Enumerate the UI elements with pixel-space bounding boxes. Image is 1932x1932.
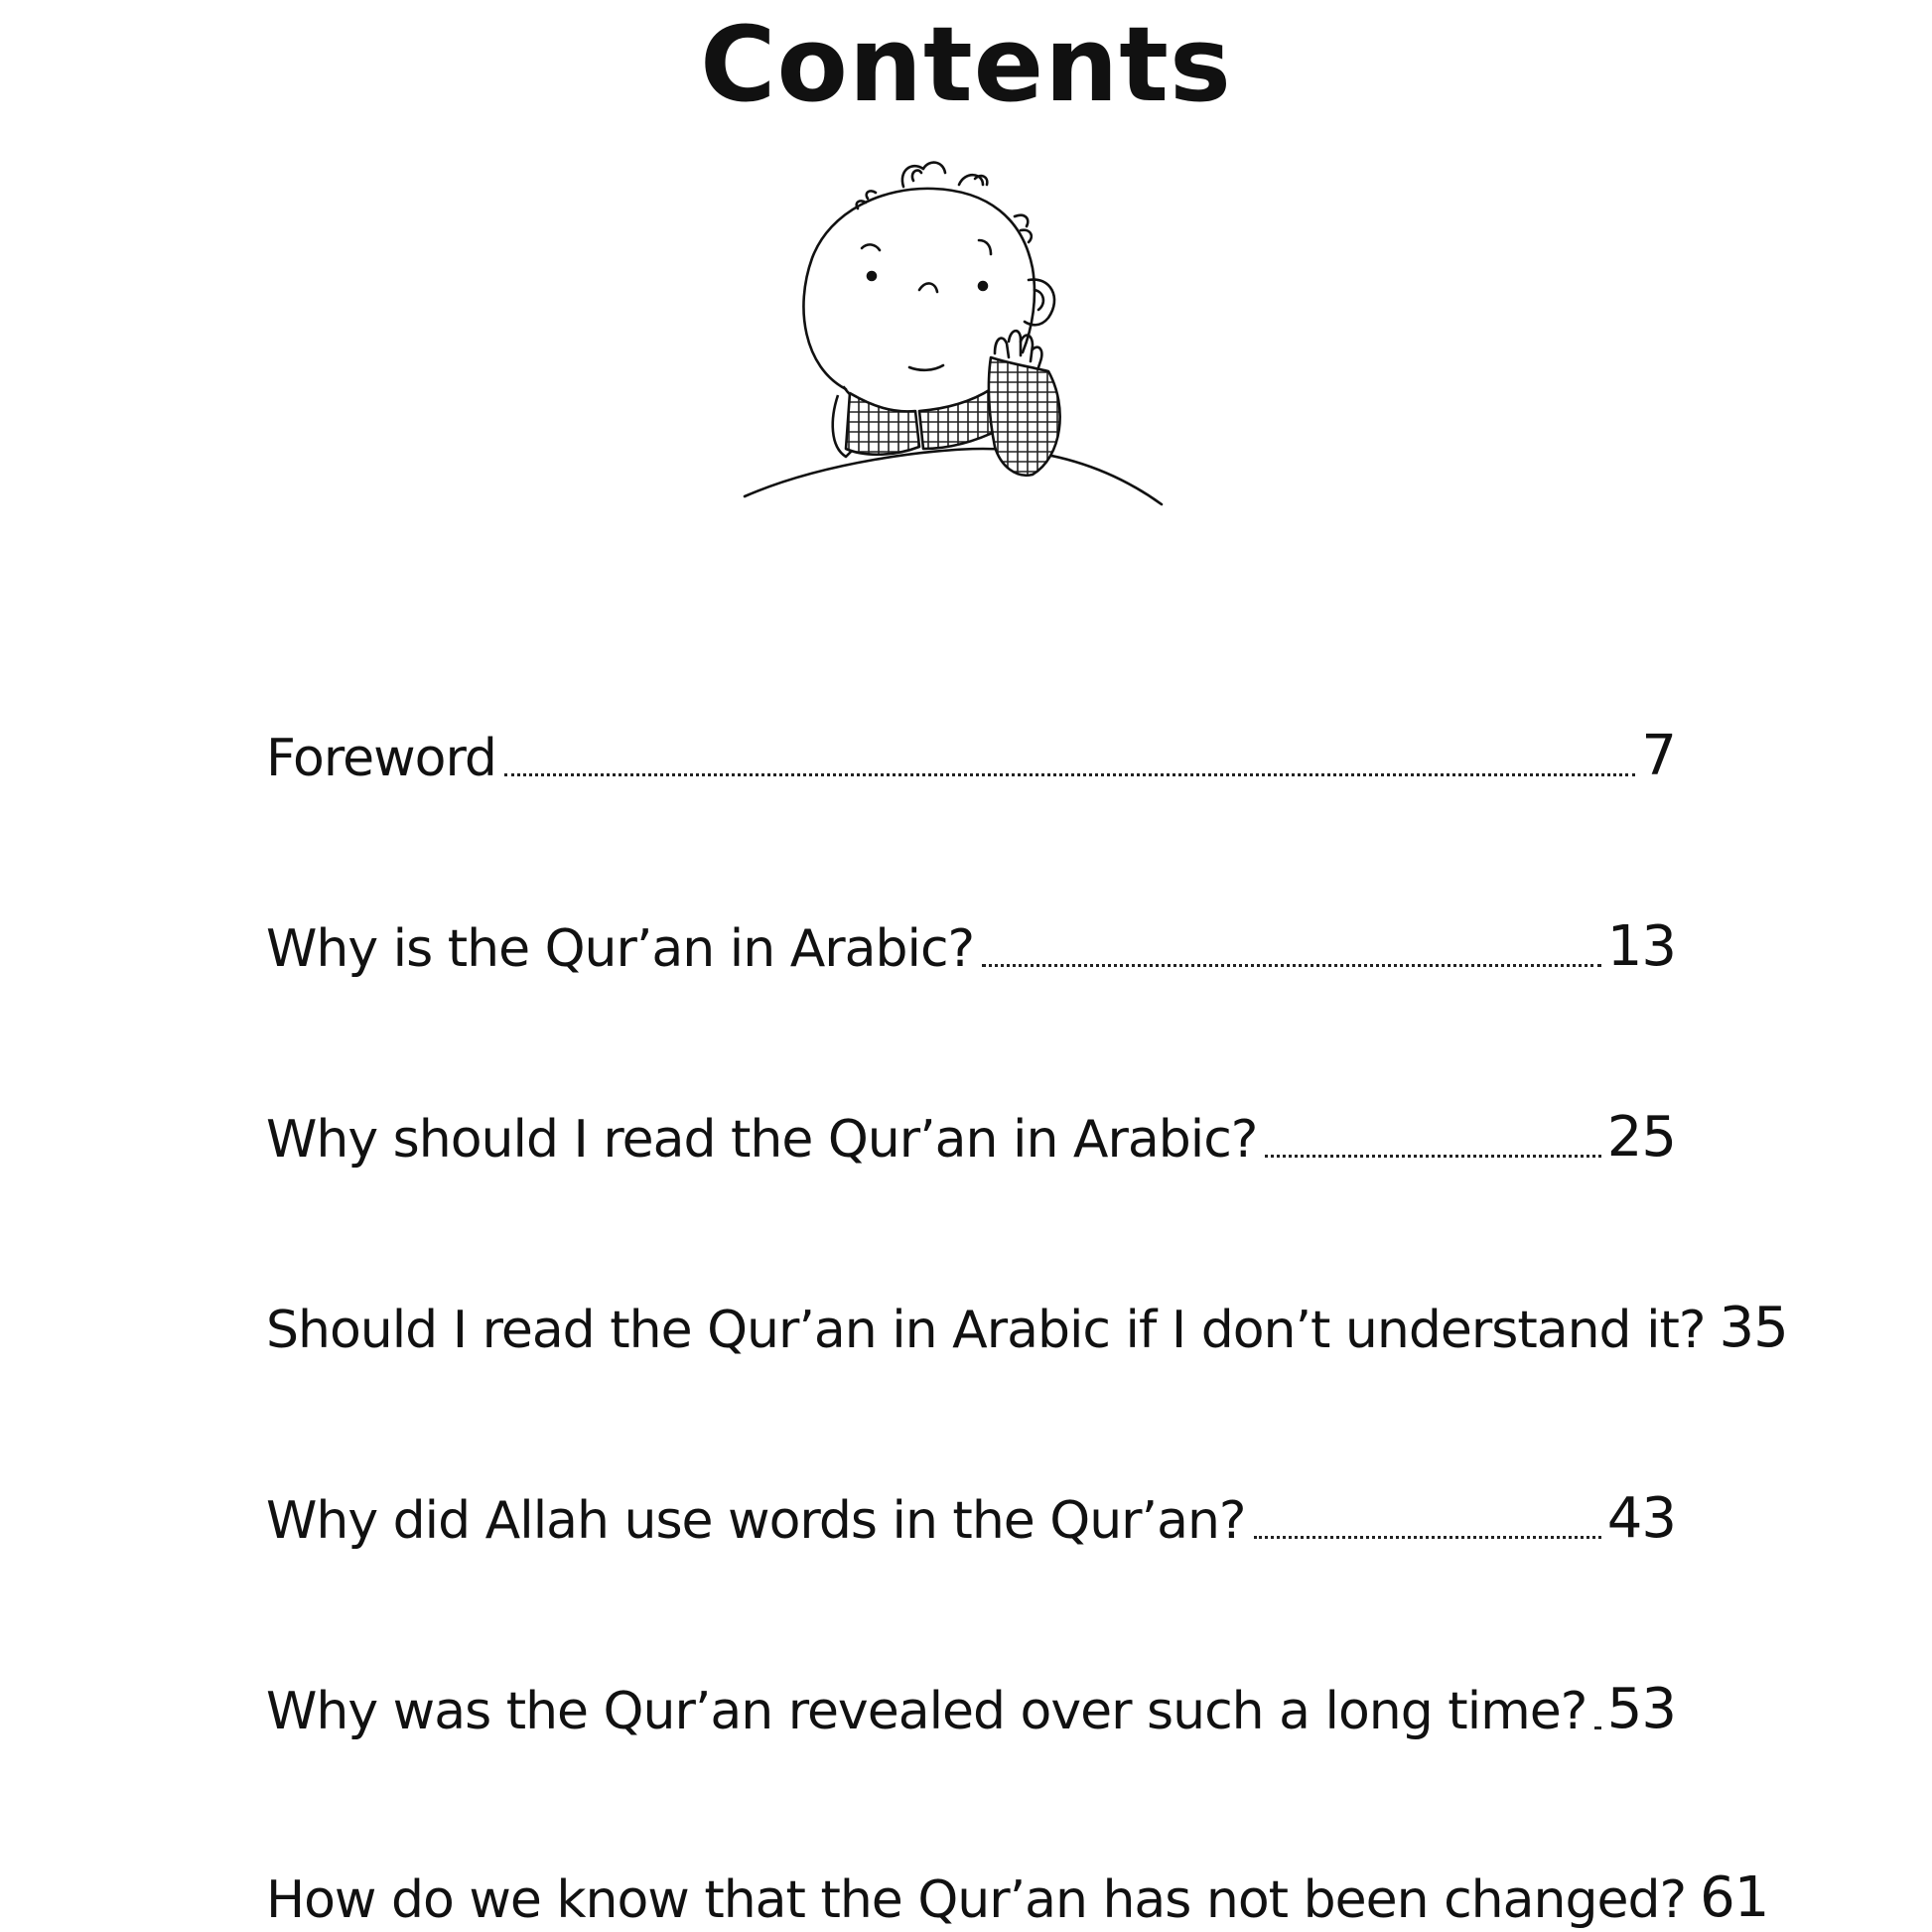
- toc-entry-page-number: 7: [1641, 724, 1676, 788]
- toc-entry-long-time[interactable]: [266, 1648, 1676, 1741]
- dot-leader: [1594, 1726, 1600, 1729]
- toc-entry-page-number: 35: [1719, 1296, 1788, 1360]
- toc-entry-page-number: 53: [1606, 1677, 1676, 1741]
- toc-entry-label: Why is the Qur’an in Arabic?: [266, 919, 975, 979]
- toc-entry-page-number: 25: [1606, 1105, 1676, 1170]
- toc-entry-read-without-understanding[interactable]: [266, 1267, 1788, 1360]
- child-thinking-illustration: [735, 159, 1172, 516]
- toc-entry-page-number: 61: [1700, 1865, 1769, 1930]
- toc-entry-page-number: 43: [1606, 1486, 1676, 1551]
- toc-entry-page-number: 13: [1606, 914, 1676, 979]
- toc-entry-label: Why should I read the Qur’an in Arabic?: [266, 1110, 1258, 1170]
- dot-leader: [1254, 1536, 1601, 1539]
- toc-entry-foreword[interactable]: [266, 695, 1676, 788]
- toc-entry-why-read-arabic[interactable]: [266, 1076, 1676, 1170]
- toc-entry-label: Foreword: [266, 729, 496, 788]
- toc-entry-label: Should I read the Qur’an in Arabic if I don’t understand it?: [266, 1301, 1706, 1360]
- dot-leader: [1265, 1155, 1600, 1158]
- toc-entry-label: How do we know that the Qur’an has not been changed?: [266, 1870, 1687, 1930]
- toc-entry-not-changed[interactable]: [266, 1837, 1769, 1930]
- toc-entry-label: Why did Allah use words in the Qur’an?: [266, 1491, 1246, 1551]
- dot-leader: [504, 773, 1635, 776]
- toc-entry-why-arabic[interactable]: [266, 886, 1676, 979]
- toc-entry-label: Why was the Qur’an revealed over such a long time?: [266, 1682, 1587, 1741]
- toc-entry-why-words[interactable]: [266, 1457, 1676, 1551]
- page-title: Contents: [700, 4, 1232, 125]
- dot-leader: [982, 964, 1601, 967]
